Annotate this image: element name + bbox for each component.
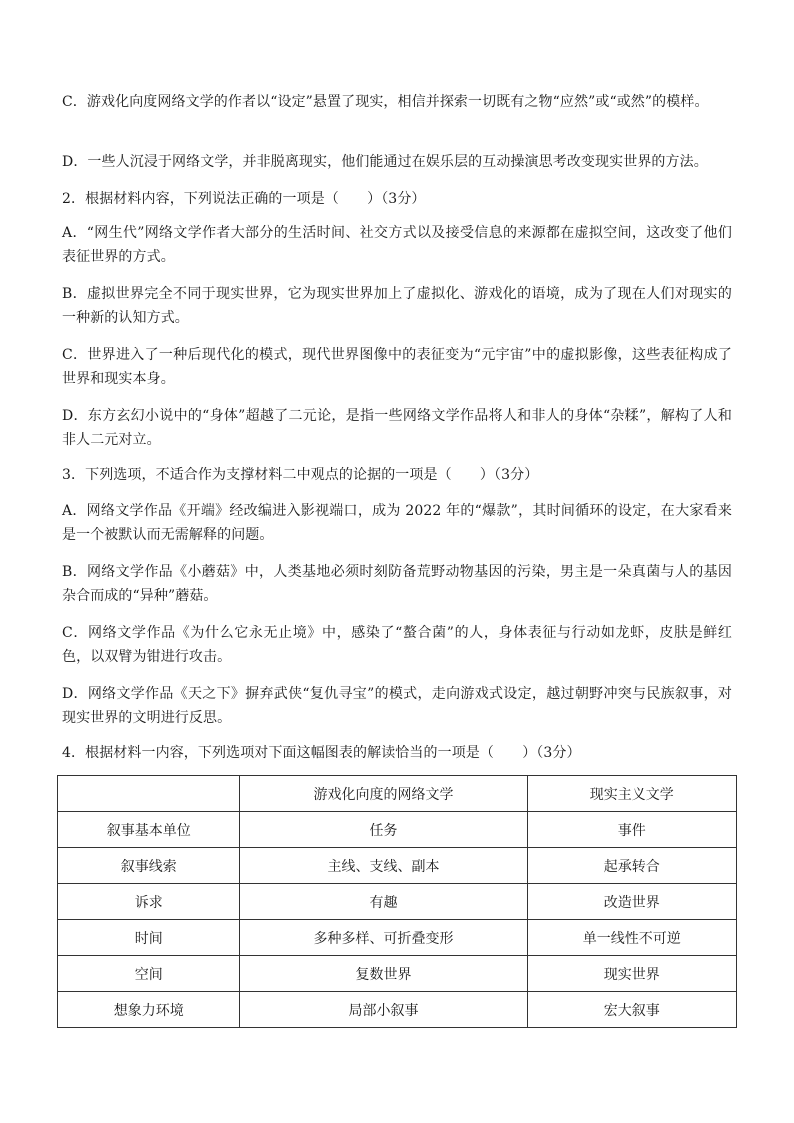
table-cell: 想象力环境: [58, 992, 240, 1028]
question-3-option-b: B．网络文学作品《小蘑菇》中，人类基地必须时刻防备荒野动物基因的污染，男主是一朵真菌与人的基因杂合而成的“异种”蘑菇。: [62, 564, 732, 604]
table-cell: 任务: [240, 812, 527, 848]
table-header-cell: [58, 776, 240, 812]
table-cell: 改造世界: [527, 884, 736, 920]
table-row: [58, 848, 737, 884]
table-header-cell: 游戏化向度的网络文学: [240, 776, 527, 812]
table-row: [58, 992, 737, 1028]
question-2-stem: 2．根据材料内容，下列说法正确的一项是（ ）（3分）: [62, 191, 426, 207]
question-2-option-b: B．虚拟世界完全不同于现实世界，它为现实世界加上了虚拟化、游戏化的语境，成为了现在人们对现实的一种新的认知方式。: [62, 286, 732, 326]
table-row: [58, 884, 737, 920]
question-3-option-a: A．网络文学作品《开端》经改编进入影视端口，成为 2022 年的“爆款”，其时间循环的设定，在大家看来是一个被默认而无需解释的问题。: [62, 503, 732, 543]
option-d-paragraph: D．一些人沉浸于网络文学，并非脱离现实，他们能通过在娱乐层的互动操演思考改变现实世界的方法。: [62, 154, 708, 170]
table-cell: 诉求: [58, 884, 240, 920]
table-cell: 叙事基本单位: [58, 812, 240, 848]
table-cell: 现实世界: [527, 956, 736, 992]
question-3-option-c: C．网络文学作品《为什么它永无止境》中，感染了“螯合菌”的人，身体表征与行动如龙虾，皮肤是鲜红色，以双臂为钳进行攻击。: [62, 625, 732, 665]
table-cell: 时间: [58, 920, 240, 956]
question-3-stem: 3．下列选项，不适合作为支撑材料二中观点的论据的一项是（ ）（3分）: [62, 467, 539, 483]
table-cell: 叙事线索: [58, 848, 240, 884]
table-cell: 局部小叙事: [240, 992, 527, 1028]
table-header-row: [58, 776, 737, 812]
comparison-table: [57, 775, 737, 1028]
table-cell: 主线、支线、副本: [240, 848, 527, 884]
table-cell: 起承转合: [527, 848, 736, 884]
table-cell: 单一线性不可逆: [527, 920, 736, 956]
table-cell: 事件: [527, 812, 736, 848]
table-row: [58, 920, 737, 956]
table-cell: 复数世界: [240, 956, 527, 992]
table-cell: 空间: [58, 956, 240, 992]
question-4-stem: 4．根据材料一内容，下列选项对下面这幅图表的解读恰当的一项是（ ）（3分）: [62, 745, 581, 761]
question-3-option-d: D．网络文学作品《天之下》摒弃武侠“复仇寻宝”的模式，走向游戏式设定，越过朝野冲突与民族叙事，对现实世界的文明进行反思。: [62, 686, 732, 726]
table-cell: 宏大叙事: [527, 992, 736, 1028]
table-row: [58, 956, 737, 992]
table-cell: 多种多样、可折叠变形: [240, 920, 527, 956]
table-header-cell: 现实主义文学: [527, 776, 736, 812]
option-c-paragraph: C．游戏化向度网络文学的作者以“设定”悬置了现实，相信并探索一切既有之物“应然”或“或然”的模样。: [62, 94, 709, 110]
question-2-option-c: C．世界进入了一种后现代化的模式，现代世界图像中的表征变为“元宇宙”中的虚拟影像，这些表征构成了世界和现实本身。: [62, 347, 732, 387]
question-2-option-a: A．“网生代”网络文学作者大部分的生活时间、社交方式以及接受信息的来源都在虚拟空间，这改变了他们表征世界的方式。: [62, 225, 732, 265]
question-2-option-d: D．东方玄幻小说中的“身体”超越了二元论，是指一些网络文学作品将人和非人的身体“杂糅”，解构了人和非人二元对立。: [62, 408, 732, 448]
table-row: [58, 812, 737, 848]
table-cell: 有趣: [240, 884, 527, 920]
